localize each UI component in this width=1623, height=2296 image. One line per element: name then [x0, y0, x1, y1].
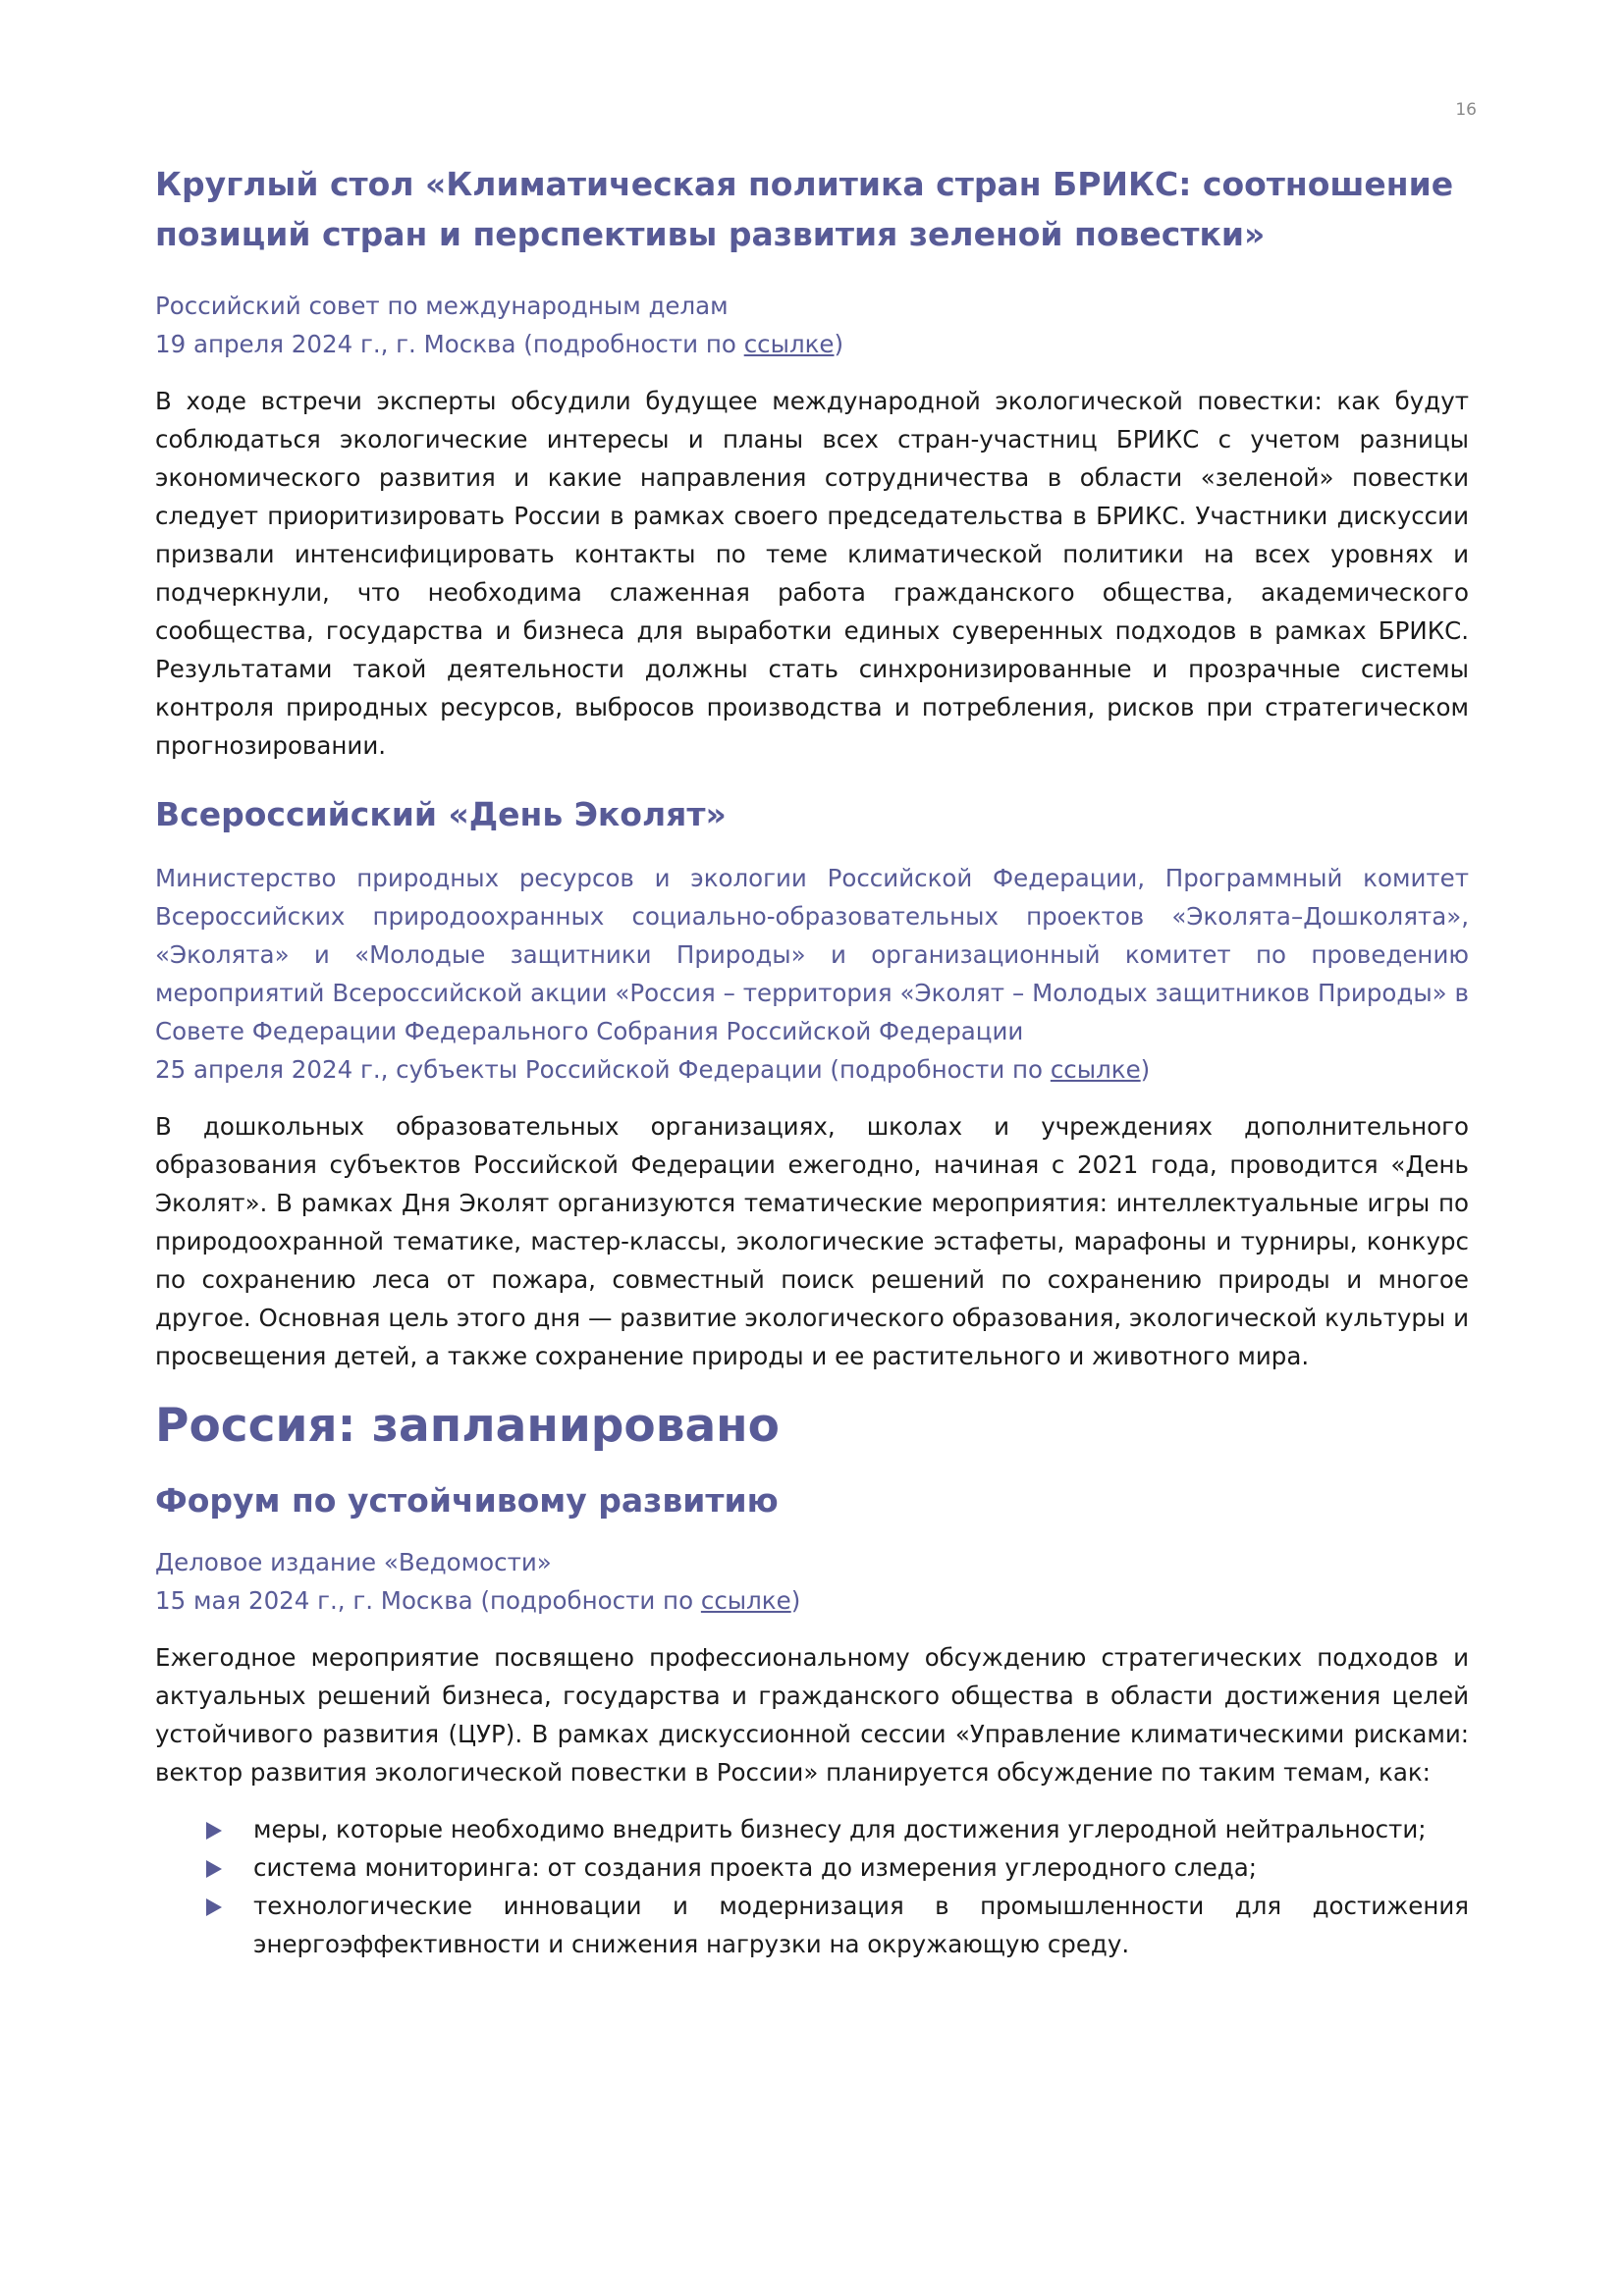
list-item	[155, 1887, 1469, 1963]
event-meta	[155, 287, 1469, 363]
event-date-close: )	[1140, 1055, 1151, 1084]
event-date-text: 19 апреля 2024 г., г. Москва (подробности по	[155, 330, 744, 358]
list-item	[155, 1848, 1469, 1887]
event-date-location	[155, 325, 1469, 363]
details-link[interactable]: ссылке	[743, 330, 835, 358]
list-item-text: система мониторинга: от создания проекта до измерения углеродного следа;	[253, 1853, 1258, 1882]
details-link[interactable]: ссылке	[700, 1586, 791, 1615]
section-title-line: позиций стран и перспективы развития зеленой повестки»	[155, 215, 1266, 253]
event-date-close: )	[790, 1586, 801, 1615]
list-item-text: технологические инновации и модернизация в промышленности для достижения энергоэффективности и снижения нагрузки на окружающую среду.	[253, 1892, 1469, 1958]
event-organizer: Министерство природных ресурсов и экологии Российской Федерации, Программный комитет Всероссийских природоохранных социально-образовательных проектов «Эколята–Дошколята», «Эколята» и «Молодые защитники Природы» и организационный комитет по проведению мероприятий Всероссийской акции «Россия – территория «Эколят – Молодых защитников Природы» в Совете Федерации Федерального Собрания Российской Федерации	[155, 864, 1469, 1045]
triangle-right-icon	[206, 1822, 222, 1840]
section-title-brics-roundtable	[155, 159, 1469, 259]
event-date-location	[155, 1050, 1469, 1089]
event-organizer: Российский совет по международным делам	[155, 292, 729, 320]
heading-russia-planned: Россия: запланировано	[155, 1399, 780, 1453]
event-meta	[155, 1543, 1469, 1620]
section-body: В ходе встречи эксперты обсудили будущее международной экологической повестки: как будут соблюдаться экологические интересы и планы всех стран-участниц БРИКС с учетом разницы экономического развития и какие направления сотрудничества в области «зеленой» повестки следует приоритизировать России в рамках своего председательства в БРИКС. Участники дискуссии призвали интенсифицировать контакты по теме климатической политики на всех уровнях и подчеркнули, что необходима слаженная работа гражданского общества, академического сообщества, государства и бизнеса для выработки единых суверенных подходов в рамках БРИКС. Результатами такой деятельности должны стать синхронизированные и прозрачные системы контроля природных ресурсов, выбросов производства и потребления, рисков при стратегическом прогнозировании.	[155, 387, 1469, 760]
event-date-text: 15 мая 2024 г., г. Москва (подробности по	[155, 1586, 701, 1615]
event-date-text: 25 апреля 2024 г., субъекты Российской Федерации (подробности по	[155, 1055, 1051, 1084]
details-link[interactable]: ссылке	[1050, 1055, 1141, 1084]
section-body: В дошкольных образовательных организациях, школах и учреждениях дополнительного образования субъектов Российской Федерации ежегодно, начиная с 2021 года, проводится «День Эколят». В рамках Дня Эколят организуются тематические мероприятия: интеллектуальные игры по природоохранной тематике, мастер-классы, экологические эстафеты, марафоны и турниры, конкурс по сохранению леса от пожара, совместный поиск решений по сохранению природы и многое другое. Основная цель этого дня — развитие экологического образования, экологической культуры и просвещения детей, а также сохранение природы и ее растительного и животного мира.	[155, 1112, 1469, 1370]
section-title-ecolyat-day: Всероссийский «День Эколят»	[155, 795, 727, 833]
list-item	[155, 1810, 1469, 1848]
event-organizer: Деловое издание «Ведомости»	[155, 1548, 552, 1576]
list-item-text: меры, которые необходимо внедрить бизнесу для достижения углеродной нейтральности;	[253, 1815, 1427, 1843]
section-title-sustainability-forum: Форум по устойчивому развитию	[155, 1481, 779, 1520]
section-body: Ежегодное мероприятие посвящено профессиональному обсуждению стратегических подходов и актуальных решений бизнеса, государства и гражданского общества в области достижения целей устойчивого развития (ЦУР). В рамках дискуссионной сессии «Управление климатическими рисками: вектор развития экологической повестки в России» планируется обсуждение по таким темам, как:	[155, 1643, 1469, 1787]
event-date-close: )	[834, 330, 844, 358]
triangle-right-icon	[206, 1898, 222, 1916]
section-title-line: Круглый стол «Климатическая политика стран БРИКС: соотношение	[155, 165, 1454, 203]
event-date-location	[155, 1581, 1469, 1620]
topics-list	[155, 1810, 1469, 1963]
page-number: 16	[1455, 100, 1477, 120]
event-meta	[155, 859, 1469, 1089]
triangle-right-icon	[206, 1860, 222, 1878]
